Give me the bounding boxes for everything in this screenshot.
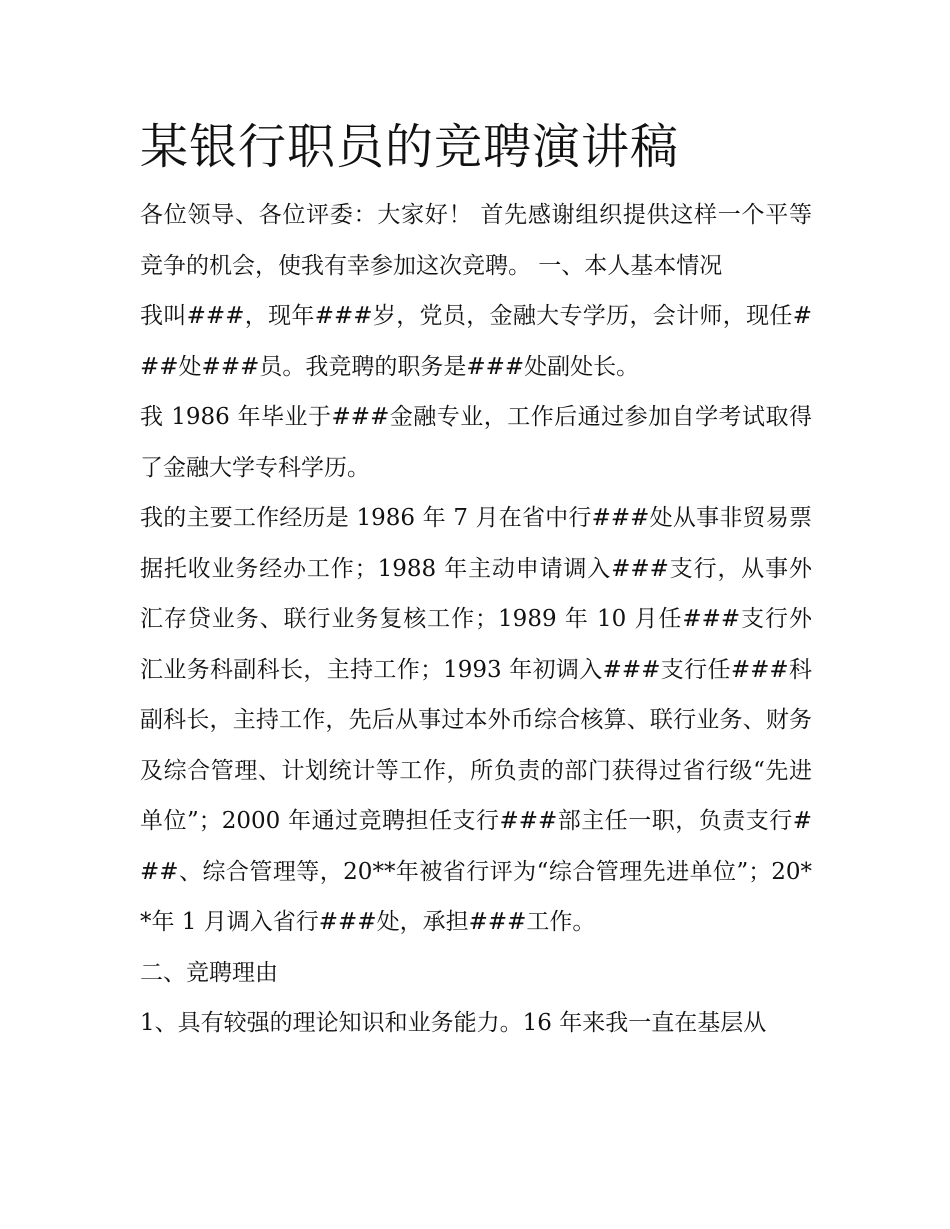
paragraph-basic-info: 我叫###，现年###岁，党员，金融大专学历，会计师，现任###处###员。我竞聘的职务是###处副处长。 [140, 303, 812, 380]
document-title: 某银行职员的竞聘演讲稿 [140, 119, 680, 175]
paragraph-reason-1: 1、具有较强的理论知识和业务能力。16 年来我一直在基层从 [140, 1010, 767, 1036]
document-body [140, 112, 812, 1049]
paragraph-greeting: 各位领导、各位评委：大家好！ 首先感谢组织提供这样一个平等竞争的机会，使我有幸参加这次竞聘。 一、本人基本情况 [140, 202, 812, 279]
paragraph-work-history: 我的主要工作经历是 1986 年 7 月在省中行###处从事非贸易票据托收业务经办工作；1988 年主动申请调入###支行，从事外汇存贷业务、联行业务复核工作；1989 年 10 月任###支行外汇业务科副科长，主持工作；1993 年初调入###支行任###科副科长，主持工作，先后从事过本外币综合核算、联行业务、财务及综合管理、计划统计等工作，所负责的部门获得过省行级“先进单位”；2000 年通过竞聘担任支行###部主任一职，负责支行###、综合管理等，20**年被省行评为“综合管理先进单位”；20**年 1 月调入省行###处，承担###工作。 [140, 505, 812, 935]
section-heading-reasons: 二、竞聘理由 [140, 959, 278, 986]
paragraph-education: 我 1986 年毕业于###金融专业，工作后通过参加自学考试取得了金融大学专科学历。 [140, 404, 812, 481]
